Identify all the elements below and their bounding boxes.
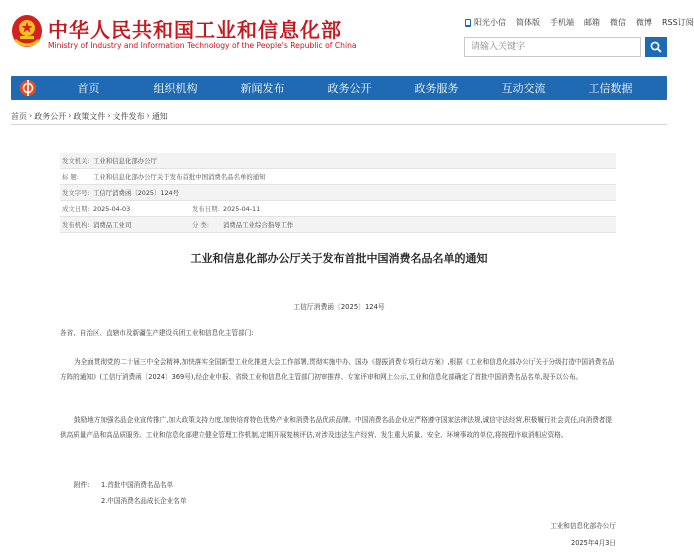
top-link-label: 阳光小信 — [474, 18, 506, 27]
document-addressee: 各省、自治区、直辖市及新疆生产建设兵团工业和信息化主管部门: — [60, 329, 254, 337]
breadcrumb-separator: › — [68, 111, 72, 120]
top-link-sunshine[interactable] — [464, 17, 506, 28]
breadcrumb-home[interactable]: 首页 — [11, 112, 27, 121]
breadcrumb-notice[interactable]: 通知 — [151, 112, 168, 121]
search-icon — [650, 41, 662, 53]
meta-label: 发布机构: — [62, 221, 90, 229]
meta-created: 2025-04-03 — [93, 204, 131, 213]
attachments-label: 附件: — [74, 481, 90, 489]
nav-item-home[interactable]: 首页 — [77, 82, 100, 95]
breadcrumb-divider — [11, 124, 667, 125]
top-link-wechat[interactable]: 微信 — [610, 18, 626, 27]
meta-row-issuer — [60, 153, 616, 169]
breadcrumb-separator: › — [146, 111, 150, 120]
attachment-link-2[interactable]: 2.中国消费名品成长企业名单 — [101, 497, 187, 505]
breadcrumb — [11, 111, 168, 122]
top-link-mail[interactable]: 邮箱 — [584, 18, 600, 27]
main-nav — [11, 76, 667, 100]
meta-category: 消费品工业综合指导工作 — [223, 221, 294, 229]
meta-row-dates — [60, 201, 616, 217]
search-input[interactable] — [464, 37, 641, 57]
meta-title: 工业和信息化部办公厅关于发布首批中国消费名品名单的通知 — [93, 173, 266, 181]
site-header — [0, 0, 694, 70]
meta-agency: 消费品工业司 — [93, 221, 132, 229]
meta-row-docno — [60, 185, 616, 201]
meta-category-cell — [190, 220, 410, 229]
site-subtitle: Ministry of Industry and Information Technology of the People's Republic of China — [48, 41, 357, 50]
meta-issuer: 工业和信息化部办公厅 — [93, 157, 157, 165]
top-links — [464, 17, 694, 28]
meta-label: 发布日期: — [192, 205, 220, 213]
top-link-simplified[interactable]: 简体版 — [516, 18, 540, 27]
document-paragraph-1: 为全面贯彻党的二十届三中全会精神,加快落实全国新型工业化推进大会工作部署,贯彻实施中办、国办《提振消费专项行动方案》,根据《工业和信息化部办公厅关于分级打造中国消费名品方阵的通知》(工信厅消费函〔2024〕369号),经企业申报、省级工业和信息化主管部门初审推荐、专家评审和网上公示,工业和信息化部确定了首批中国消费名品名单,现予以公布。 — [60, 358, 615, 381]
ministry-logo-icon — [19, 79, 37, 97]
meta-label: 发文字号: — [62, 189, 90, 197]
meta-label: 分 类: — [192, 221, 209, 229]
national-emblem-icon — [11, 14, 43, 50]
nav-logo[interactable] — [11, 76, 45, 100]
site-title[interactable]: 中华人民共和国工业和信息化部 — [48, 18, 342, 42]
document-meta-table — [60, 153, 616, 233]
document-paragraph-2: 鼓励地方加强名品企业宣传推广,加大政策支持力度,加快培育特色优势产业和消费名品优质品牌。中国消费名品企业应严格遵守国家法律法规,诚信守法经营,积极履行社会责任,向消费者提供高质量产品和高品质服务。工业和信息化部建立健全管理工作机制,定期开展复核评估,对涉及违法生产经营、发生重大质量、安全、环境事故的单位,将按程序取消相应资格。 — [60, 416, 612, 439]
search-button[interactable] — [645, 37, 667, 57]
nav-item-interaction[interactable]: 互动交流 — [501, 82, 546, 95]
meta-published: 2025-04-11 — [223, 204, 261, 213]
document-number: 工信厅消费函〔2025〕124号 — [293, 303, 385, 311]
meta-published-cell — [190, 204, 320, 213]
meta-created-cell — [60, 204, 190, 213]
nav-item-data[interactable]: 工信数据 — [588, 82, 633, 95]
document-date: 2025年4月3日 — [571, 539, 616, 547]
top-link-rss[interactable]: RSS订阅 — [662, 18, 694, 27]
meta-row-agency — [60, 217, 616, 233]
top-link-weibo[interactable]: 微博 — [636, 18, 652, 27]
nav-item-services[interactable]: 政务服务 — [414, 82, 459, 95]
attachment-link-1[interactable]: 1.首批中国消费名品名单 — [101, 481, 174, 489]
breadcrumb-policy-files[interactable]: 政策文件 — [73, 112, 106, 121]
meta-agency-cell — [60, 220, 190, 229]
nav-item-organization[interactable]: 组织机构 — [153, 82, 198, 95]
nav-item-news[interactable]: 新闻发布 — [240, 82, 285, 95]
meta-row-title — [60, 169, 616, 185]
breadcrumb-gov-affairs[interactable]: 政务公开 — [34, 112, 67, 121]
document-title: 工业和信息化部办公厅关于发布首批中国消费名品名单的通知 — [190, 252, 488, 265]
document-signature: 工业和信息化部办公厅 — [550, 522, 616, 530]
meta-label: 发文机关: — [62, 157, 90, 165]
breadcrumb-separator: › — [107, 111, 111, 120]
top-link-mobile[interactable]: 手机端 — [550, 18, 574, 27]
meta-label: 成文日期: — [62, 205, 90, 213]
breadcrumb-separator: › — [29, 111, 33, 120]
sunshine-icon — [464, 19, 472, 27]
meta-docno: 工信厅消费函〔2025〕124号 — [93, 189, 179, 197]
nav-item-gov-affairs[interactable]: 政务公开 — [327, 82, 372, 95]
breadcrumb-file-release[interactable]: 文件发布 — [112, 112, 145, 121]
meta-label: 标 题: — [62, 173, 79, 181]
